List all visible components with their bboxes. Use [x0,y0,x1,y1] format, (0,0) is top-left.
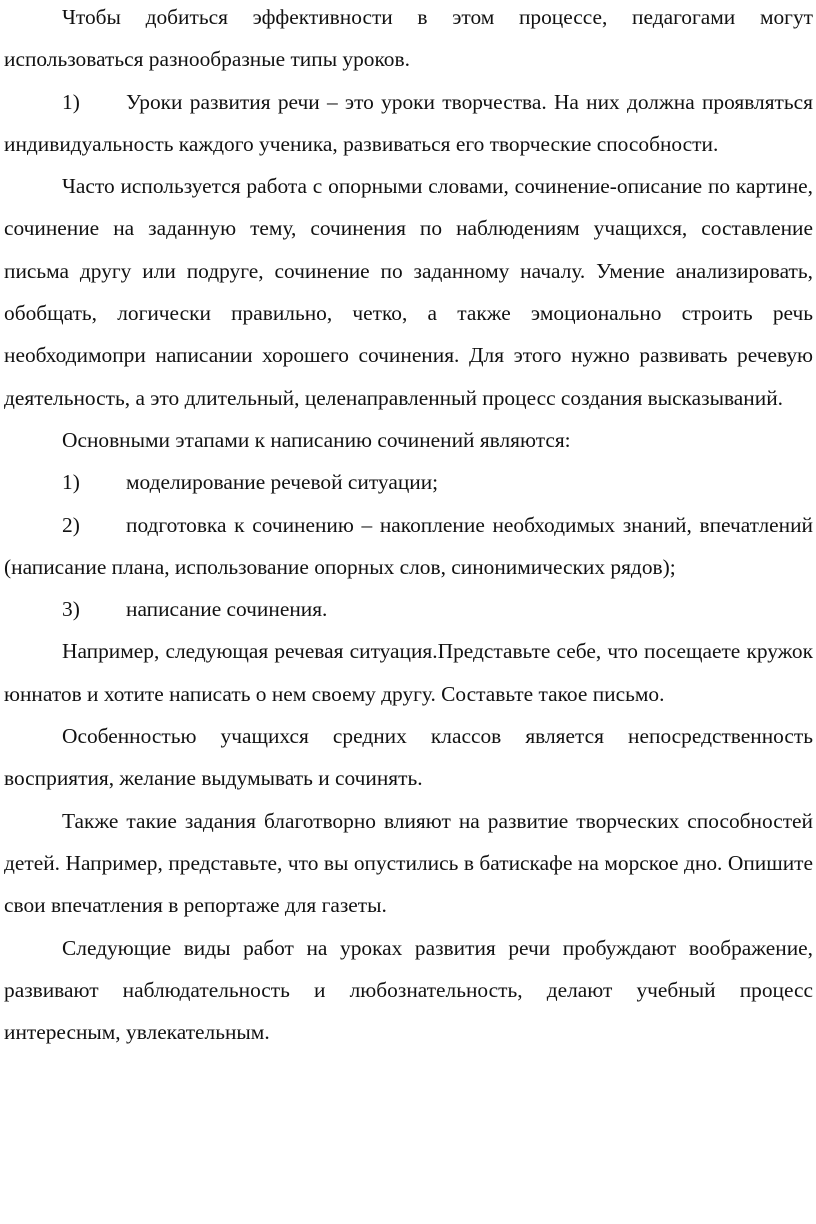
paragraph-example: Например, следующая речевая ситуация.Представьте себе, что посещаете кружок юннатов и хотите написать о нем своему другу. Составьте такое письмо. [4,639,813,706]
list-item-text: Уроки развития речи – это уроки творчества. На них должна проявляться индивидуальность каждого ученика, развиваться его творческие способности. [4,89,813,156]
document-page [4,0,813,1053]
list-item-speech-lessons [4,81,813,166]
list-item-text: подготовка к сочинению – накопление необходимых знаний, впечатлений (написание плана, использование опорных слов, синонимических рядов); [4,512,813,579]
list-number: 2) [62,512,80,537]
list-item-stage-2 [4,504,813,589]
paragraph-conclusion: Следующие виды работ на уроках развития речи пробуждают воображение, развивают наблюдательность и любознательность, делают учебный процесс интересным, увлекательным. [4,935,813,1045]
paragraph-features: Особенностью учащихся средних классов является непосредственность восприятия, желание выдумывать и сочинять. [4,724,813,791]
list-item-stage-3 [4,588,813,630]
paragraph-stages-heading: Основными этапами к написанию сочинений являются: [62,427,571,452]
paragraph-intro: Чтобы добиться эффективности в этом процессе, педагогами могут использоваться разнообразные типы уроков. [4,5,813,72]
list-number: 1) [62,470,80,495]
list-number: 1) [62,89,80,114]
list-item-stage-1 [4,461,813,503]
list-number: 3) [62,597,80,622]
paragraph-methods: Часто используется работа с опорными словами, сочинение-описание по картине, сочинение на заданную тему, сочинения по наблюдениям учащихся, составление письма другу или подруге, сочинение по заданному началу. Умение анализировать, обобщать, логически правильно, четко, а также эмоционально строить речь необходимопри написании хорошего сочинения. Для этого нужно развивать речевую деятельность, а это длительный, целенаправленный процесс создания высказываний. [4,174,813,410]
list-item-text: моделирование речевой ситуации; [126,470,439,495]
list-item-text: написание сочинения. [126,597,328,622]
paragraph-tasks: Также такие задания благотворно влияют на развитие творческих способностей детей. Например, представьте, что вы опустились в батискафе на морское дно. Опишите свои впечатления в репортаже для газеты. [4,808,813,918]
